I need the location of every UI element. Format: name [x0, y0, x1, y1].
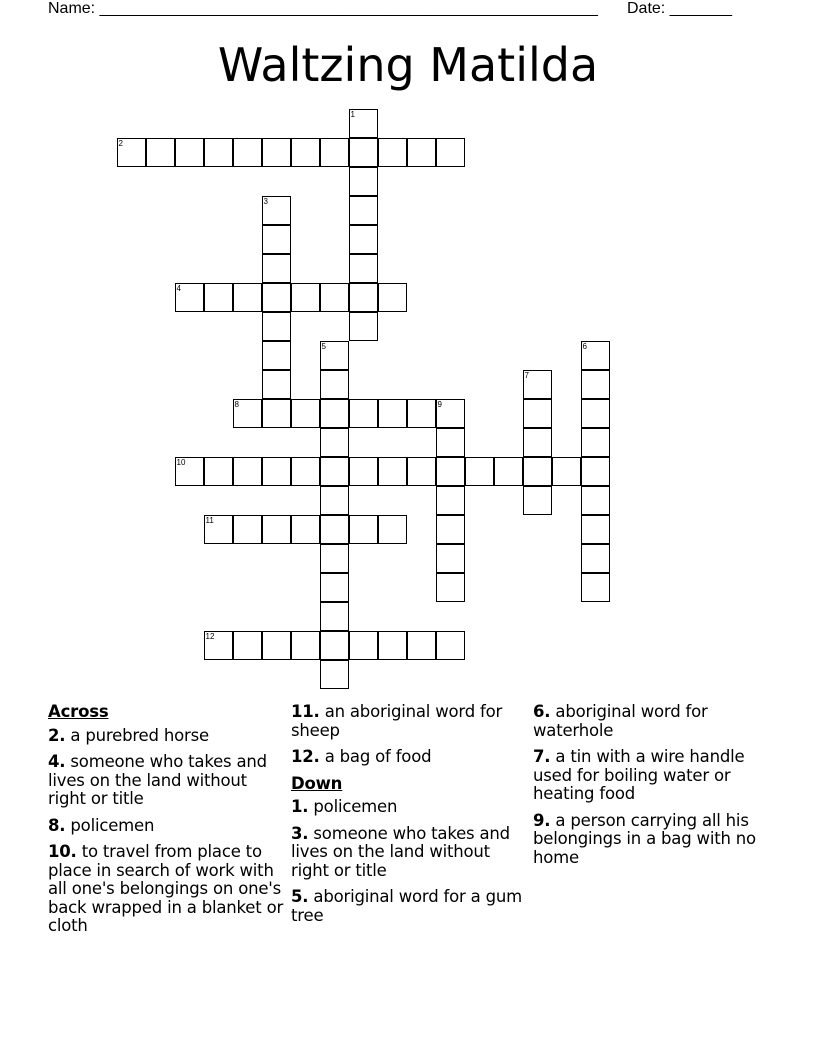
grid-cell[interactable] — [262, 399, 291, 428]
grid-cell[interactable] — [436, 457, 465, 486]
cell-number: 7 — [524, 371, 529, 380]
grid-cell[interactable] — [552, 457, 581, 486]
cell-number: 9 — [437, 400, 442, 409]
grid-cell[interactable] — [581, 457, 610, 486]
grid-cell[interactable] — [378, 457, 407, 486]
grid-cell[interactable] — [349, 254, 378, 283]
clue-across-4: 4. someone who takes and lives on the land without right or title — [48, 752, 267, 808]
grid-cell[interactable] — [436, 399, 465, 428]
clue-across-12: 12. a bag of food — [291, 747, 432, 766]
grid-cell[interactable] — [349, 196, 378, 225]
cell-number: 10 — [176, 458, 186, 467]
grid-cell[interactable] — [262, 312, 291, 341]
grid-cell[interactable] — [204, 457, 233, 486]
grid-cell[interactable] — [349, 225, 378, 254]
grid-cell[interactable] — [320, 370, 349, 399]
grid-cell[interactable] — [523, 370, 552, 399]
cell-number: 8 — [234, 400, 239, 409]
grid-cell[interactable] — [262, 457, 291, 486]
grid-cell[interactable] — [204, 631, 233, 660]
grid-cell[interactable] — [465, 457, 494, 486]
grid-cell[interactable] — [320, 399, 349, 428]
page-title: Waltzing Matilda — [217, 38, 599, 92]
grid-cell[interactable] — [581, 544, 610, 573]
grid-cell[interactable] — [407, 631, 436, 660]
grid-cell[interactable] — [320, 573, 349, 602]
grid-cell[interactable] — [581, 341, 610, 370]
grid-cell[interactable] — [262, 196, 291, 225]
grid-cell[interactable] — [320, 138, 349, 167]
grid-cell[interactable] — [407, 399, 436, 428]
grid-cell[interactable] — [262, 515, 291, 544]
grid-cell[interactable] — [233, 631, 262, 660]
grid-cell[interactable] — [436, 573, 465, 602]
grid-cell[interactable] — [349, 399, 378, 428]
date-field-label: Date: _______ — [627, 0, 732, 17]
grid-cell[interactable] — [349, 631, 378, 660]
clue-across-2: 2. a purebred horse — [48, 725, 209, 745]
clue-down-1: 1. policemen — [291, 797, 398, 816]
grid-cell[interactable] — [320, 515, 349, 544]
grid-cell[interactable] — [581, 573, 610, 602]
cell-number: 4 — [176, 284, 181, 293]
grid-cell[interactable] — [378, 138, 407, 167]
grid-cell[interactable] — [320, 486, 349, 515]
grid-cell[interactable] — [262, 283, 291, 312]
grid-cell[interactable] — [436, 138, 465, 167]
clues-column-1 — [48, 703, 288, 944]
name-field-label: Name: ________________________________________________________ — [48, 0, 598, 17]
grid-cell[interactable] — [262, 341, 291, 370]
grid-cell[interactable] — [349, 167, 378, 196]
cell-number: 3 — [263, 197, 268, 206]
grid-cell[interactable] — [291, 515, 320, 544]
grid-cell[interactable] — [291, 138, 320, 167]
grid-cell[interactable] — [262, 225, 291, 254]
grid-cell[interactable] — [175, 283, 204, 312]
grid-cell[interactable] — [436, 428, 465, 457]
grid-cell[interactable] — [436, 515, 465, 544]
grid-cell[interactable] — [378, 631, 407, 660]
grid-cell[interactable] — [407, 138, 436, 167]
grid-cell[interactable] — [349, 283, 378, 312]
grid-cell[interactable] — [291, 457, 320, 486]
cell-number: 12 — [205, 632, 215, 641]
clue-across-8: 8. policemen — [48, 815, 155, 835]
clue-down-6: 6. aboriginal word for waterhole — [533, 702, 708, 740]
clue-down-3: 3. someone who takes and lives on the land without right or title — [291, 823, 510, 880]
grid-cell[interactable] — [175, 457, 204, 486]
grid-cell[interactable] — [291, 631, 320, 660]
grid-cell[interactable] — [291, 399, 320, 428]
grid-cell[interactable] — [175, 138, 204, 167]
clue-across-10: 10. to travel from place to place in search of work with all one's belongings on one's back wrapped in a blanket or cloth — [48, 842, 284, 935]
grid-cell[interactable] — [581, 370, 610, 399]
grid-cell[interactable] — [320, 602, 349, 631]
cell-number: 5 — [321, 342, 326, 351]
cell-number: 1 — [350, 110, 355, 119]
grid-cell[interactable] — [436, 631, 465, 660]
cell-number: 6 — [582, 342, 587, 351]
grid-cell[interactable] — [320, 544, 349, 573]
clue-across-11: 11. an aboriginal word for sheep — [291, 702, 503, 740]
grid-cell[interactable] — [581, 486, 610, 515]
grid-cell[interactable] — [291, 283, 320, 312]
clue-down-7: 7. a tin with a wire handle used for boiling water or heating food — [533, 747, 745, 803]
grid-cell[interactable] — [436, 486, 465, 515]
grid-cell[interactable] — [204, 515, 233, 544]
grid-cell[interactable] — [581, 515, 610, 544]
grid-cell[interactable] — [233, 457, 262, 486]
grid-cell[interactable] — [581, 399, 610, 428]
grid-cell[interactable] — [204, 283, 233, 312]
down-heading: Down — [291, 773, 343, 793]
grid-cell[interactable] — [320, 457, 349, 486]
grid-cell[interactable] — [262, 254, 291, 283]
grid-cell[interactable] — [320, 428, 349, 457]
grid-cell[interactable] — [523, 486, 552, 515]
grid-cell[interactable] — [349, 312, 378, 341]
across-heading: Across — [48, 702, 109, 721]
grid-cell[interactable] — [581, 428, 610, 457]
grid-cell[interactable] — [407, 457, 436, 486]
grid-cell[interactable] — [233, 138, 262, 167]
grid-cell[interactable] — [494, 457, 523, 486]
grid-cell[interactable] — [320, 631, 349, 660]
grid-cell[interactable] — [523, 399, 552, 428]
grid-cell[interactable] — [349, 109, 378, 138]
cell-number: 11 — [205, 516, 214, 525]
grid-cell[interactable] — [349, 138, 378, 167]
grid-cell[interactable] — [320, 341, 349, 370]
grid-cell[interactable] — [378, 399, 407, 428]
grid-cell[interactable] — [349, 457, 378, 486]
clue-down-5: 5. aboriginal word for a gum tree — [291, 887, 523, 925]
grid-cell[interactable] — [262, 631, 291, 660]
grid-cell[interactable] — [233, 283, 262, 312]
grid-cell[interactable] — [320, 283, 349, 312]
grid-cell[interactable] — [378, 283, 407, 312]
cell-number: 2 — [118, 139, 123, 148]
grid-cell[interactable] — [262, 138, 291, 167]
clue-down-9: 9. a person carrying all his belongings in a bag with no home — [533, 810, 756, 867]
grid-cell[interactable] — [233, 515, 262, 544]
grid-cell[interactable] — [262, 370, 291, 399]
grid-cell[interactable] — [320, 660, 349, 689]
clues-column-2 — [291, 703, 531, 933]
grid-cell[interactable] — [523, 457, 552, 486]
grid-cell[interactable] — [204, 138, 233, 167]
grid-cell[interactable] — [117, 138, 146, 167]
grid-cell[interactable] — [436, 544, 465, 573]
grid-cell[interactable] — [233, 399, 262, 428]
grid-cell[interactable] — [146, 138, 175, 167]
grid-cell[interactable] — [378, 515, 407, 544]
clues-column-3 — [533, 703, 773, 875]
grid-cell[interactable] — [349, 515, 378, 544]
grid-cell[interactable] — [523, 428, 552, 457]
